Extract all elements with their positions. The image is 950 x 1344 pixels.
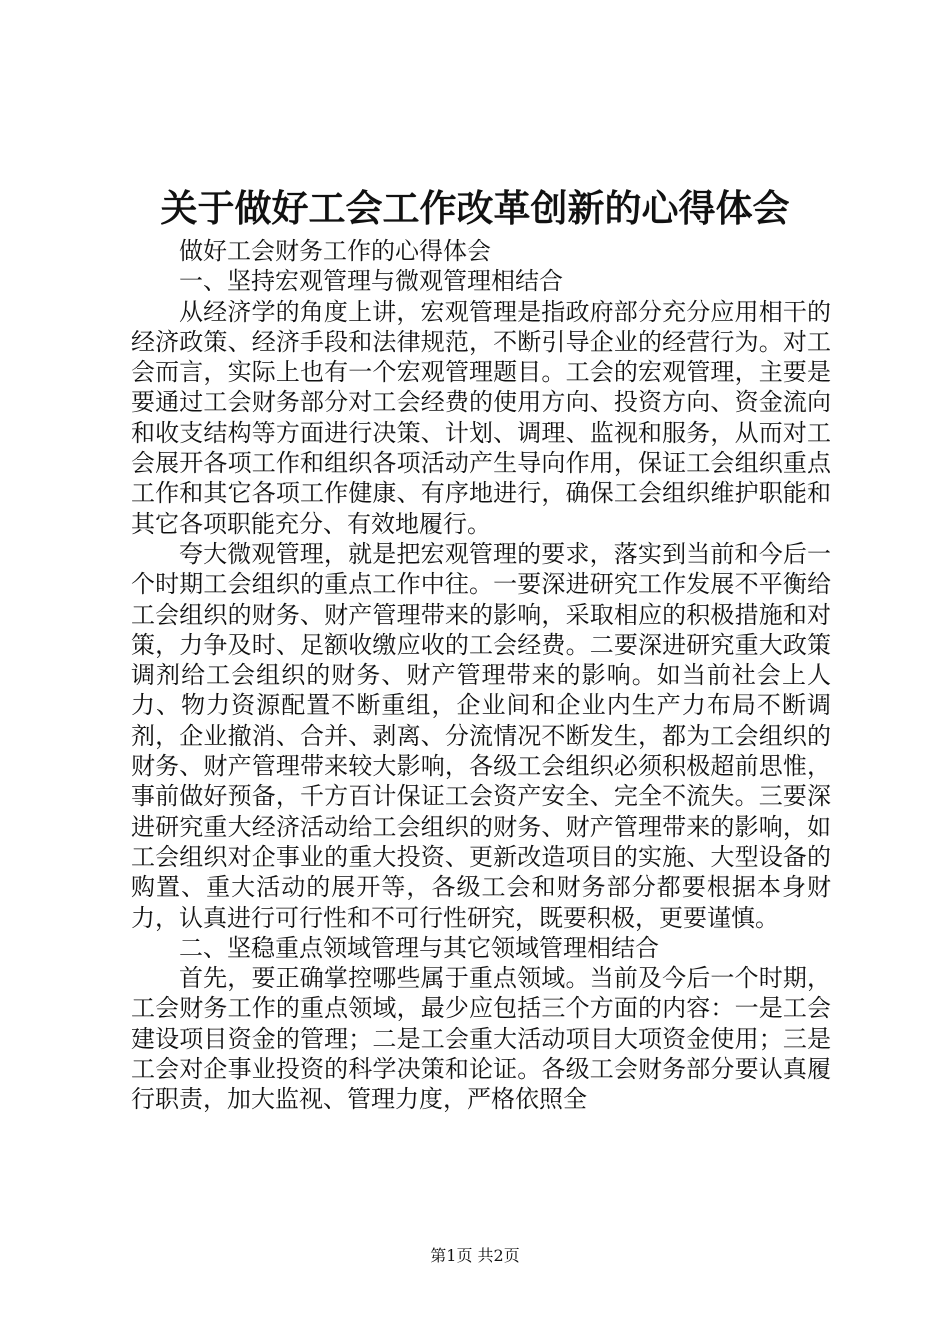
document-title: 关于做好工会工作改革创新的心得体会 xyxy=(160,186,790,230)
paragraph-key-areas: 首先，要正确掌控哪些属于重点领域。当前及今后一个时期，工会财务工作的重点领域，最少应包括三个方面的内容：一是工会建设项目资金的管理；二是工会重大活动项目大项资金使用；三是工会对企事业投资的科学决策和论证。各级工会财务部分要认真履行职责，加大监视、管理力度，严格依照全 xyxy=(131,964,831,1114)
document-body xyxy=(131,236,831,1115)
paragraph-micro-management: 夸大微观管理，就是把宏观管理的要求，落实到当前和今后一个时期工会组织的重点工作中往。一要深进研究工作发展不平衡给工会组织的财务、财产管理带来的影响，采取相应的积极措施和对策，力争及时、足额收缴应收的工会经费。二要深进研究重大政策调剂给工会组织的财务、财产管理带来的影响。如当前社会上人力、物力资源配置不断重组，企业间和企业内生产力布局不断调剂，企业撤消、合并、剥离、分流情况不断发生，都为工会组织的财务、财产管理带来较大影响，各级工会组织必须积极超前思惟，事前做好预备，千方百计保证工会资产安全、完全不流失。三要深进研究重大经济活动给工会组织的财务、财产管理带来的影响，如工会组织对企事业的重大投资、更新改造项目的实施、大型设备的购置、重大活动的展开等，各级工会和财务部分都要根据本身财力，认真进行可行性和不可行性研究，既要积极，更要谨慎。 xyxy=(131,539,831,932)
paragraph-macro-management: 从经济学的角度上讲，宏观管理是指政府部分充分应用相干的经济政策、经济手段和法律规范，不断引导企业的经营行为。对工会而言，实际上也有一个宏观管理题目。工会的宏观管理，主要是要通过工会财务部分对工会经费的使用方向、投资方向、资金流向和收支结构等方面进行决策、计划、调理、监视和服务，从而对工会展开各项工作和组织各项活动产生导向作用，保证工会组织重点工作和其它各项工作健康、有序地进行，确保工会组织维护职能和其它各项职能充分、有效地履行。 xyxy=(131,297,831,538)
paragraph-subtitle: 做好工会财务工作的心得体会 xyxy=(179,237,491,265)
section-heading-2: 二、坚稳重点领域管理与其它领域管理相结合 xyxy=(179,933,659,962)
page-number-footer: 第1页 共2页 xyxy=(430,1246,520,1265)
section-heading-1: 一、坚持宏观管理与微观管理相结合 xyxy=(179,267,563,296)
